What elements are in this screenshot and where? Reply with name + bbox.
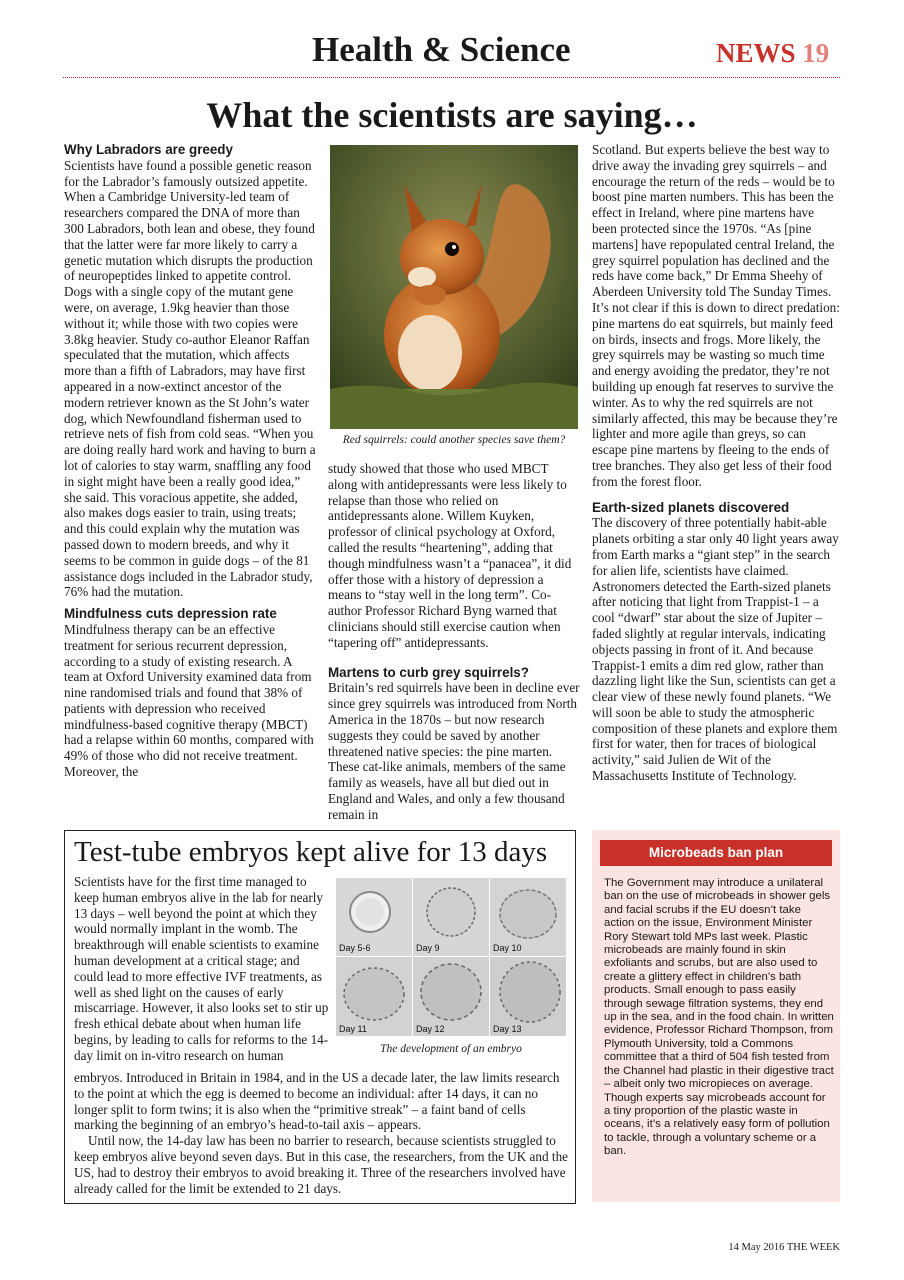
header-rule <box>63 77 840 78</box>
planets-body: The discovery of three potentially habit-able planets orbiting a star only 40 light years away from Earth marks a “giant step” in the search for alien life, scientists have claimed. Astronomers detected the Earth-sized planets after noticing that light from Trappist-1 – a cool “dwarf” star about the size of Jupiter – faded slightly at regular intervals, indicating objects passing in front of it. And because Trappist-1 emits a dim red glow, rather than dazzling light like the Sun, scientists can get a clear view of these newly found planets. “We will soon be able to study the atmospheric composition of these planets and explore them first for water, then for traces of biological activity,” said Julien de Wit of the Massachusetts Institute of Technology. <box>592 515 839 784</box>
day-label: Day 10 <box>493 943 522 953</box>
embryo-title: Test-tube embryos kept alive for 13 days <box>74 836 548 868</box>
news-label: NEWS <box>716 38 796 68</box>
page-headline: What the scientists are saying… <box>206 95 698 135</box>
embryo-para1-cont: embryos. Introduced in Britain in 1984, and in the US a decade later, the law limits research to the point at which the egg is deemed to become an individual: after 14 days, it can no longer split to form twins; it is also when the “primitive streak” – a faint band of cells marking the beginning of an embryo’s head-to-tail axis – appears. <box>74 1070 560 1133</box>
column-1 <box>64 142 316 780</box>
labradors-title: Why Labradors are greedy <box>64 142 233 157</box>
martens-title: Martens to curb grey squirrels? <box>328 664 529 680</box>
mindfulness-title: Mindfulness cuts depression rate <box>64 606 277 622</box>
page-number: 19 <box>802 38 830 68</box>
day-label: Day 5-6 <box>339 943 371 953</box>
news-page-label <box>716 38 829 69</box>
day-label: Day 11 <box>339 1024 367 1034</box>
microbeads-body: The Government may introduce a unilateral ban on the use of microbeads in shower gels and facial scrubs if the EU doesn’t take action on the issue, Environment Minister Rory Stewart told MPs last week. Plastic microbeads are mainly found in skin exfoliants and scrubs, but are also used to create a glittery effect in children’s bath products. Small enough to pass easily through sewage filtration systems, they end up in the sea, and in the food chain. In written evidence, Professor Richard Thompson, from Plymouth University, told a Commons committee that a third of 504 fish tested from the Channel had plastic in their digestive tract – albeit only two micropieces on average. Though experts say microbeads account for a tiny proportion of the plastic waste in oceans, it’s a relatively easy form of pollution to tackle, through a voluntary scheme or a ban. <box>604 877 834 1158</box>
embryo-para2: Until now, the 14-day law has been no barrier to research, because scientists struggled to keep embryos alive beyond seven days. But in this case, the researchers, from the UK and the US, had to destroy their embryos to avoid breaking it. Three of the researchers involved have already called for the limit be extended to 21 days. <box>74 1133 569 1196</box>
day-label: Day 13 <box>493 1024 522 1034</box>
day-label: Day 12 <box>416 1024 445 1034</box>
labradors-body: Scientists have found a possible genetic reason for the Labrador’s famously outsized appetite. When a Cambridge University-led team of researchers compared the DNA of more than 300 Labradors, both lean and obese, they found that the latter were far more likely to carry a genetic mutation which disrupts the production of neuropeptides linked to appetite control. Dogs with a single copy of the mutant gene were, on average, 1.9kg heavier than those without it; while those with two copies were 3.8kg heavier. Study co-author Eleanor Raffan speculated that the mutation, which affects more than a fifth of Labradors, may have first appeared in a now-extinct ancestor of the modern retriever known as the St John’s water dog, which Newfoundland fisherman used to retrieve nets of fish from cold seas. “When you are doing really hard work and having to burn a lot of calories to stay warm, snaffling any food in sight might have been a really good idea,” she said. This voracious appetite, she added, also makes dogs easier to train, using treats; and this could explain why the mutation was passed down to modern breeds, and why it seems to be common in guide dogs – of the 81 assistance dogs included in the Labrador study, 76% had the mutation. <box>64 157 316 600</box>
martens-body-b: Scotland. But experts believe the best way to drive away the invading grey squirrels – and encourage the return of the reds – would be to boost pine marten numbers. This has been the effect in Ireland, where pine martens have been protected since the 1970s. “As [pine martens] have repopulated central Ireland, the grey squirrel population has declined and the reds have come back,” Dr Emma Sheehy of Aberdeen University told The Sunday Times. It’s not clear if this is down to direct predation: pine martens do eat squirrels, but mainly feed on birds, insects and frogs. More likely, the grey squirrels may be wasting so much time and energy avoiding the predator, they’re not building up enough fat reserves to survive the winter. As to why the red squirrels are not similarly affected, this may be because they’re lighter and more agile than greys, so can escape pine martens by fleeing to the ends of tree branches. They also get less of their food from the forest floor. <box>592 142 840 489</box>
embryo-body-continued <box>74 1070 568 1196</box>
martens-body-a: Britain’s red squirrels have been in decline ever since grey squirrels was introduced from North America in the 1870s – but now research suggests they could be saved by another threatened native species: the pine marten. These cat-like animals, members of the same family as weasels, have all but died out in England and Wales, and only a few thousand remain in <box>328 680 580 822</box>
section-title: Health & Science <box>312 30 571 69</box>
planets-title: Earth-sized planets discovered <box>592 499 790 515</box>
squirrel-photo <box>330 145 578 429</box>
page-footer: 14 May 2016 THE WEEK <box>728 1242 840 1253</box>
squirrel-caption: Red squirrels: could another species save them? <box>342 434 566 446</box>
mindfulness-body-b: study showed that those who used MBCT along with antidepressants were less likely to relapse than those who relied on antidepressants alone. Willem Kuyken, professor of clinical psychology at Oxford, called the results “heartening”, adding that though mindfulness wasn’t a “panacea”, it did offer those with a history of depression a means to “stay well in the long term”. Co-author Professor Richard Byng warned that clinicians should still exercise caution when “tapering off” antidepressants. <box>328 461 572 650</box>
column-2 <box>328 461 580 823</box>
mindfulness-body-a: Mindfulness therapy can be an effective treatment for serious recurrent depression, according to a study of existing research. A team at Oxford University examined data from nine randomised trials and found that 38% of patients with depression who received mindfulness-based cognitive therapy (MBCT) had a relapse within 60 months, compared with 49% of those who did not receive treatment. Moreover, the <box>64 621 314 780</box>
embryo-caption: The development of an embryo <box>380 1043 522 1055</box>
microbeads-title: Microbeads ban plan <box>600 840 832 866</box>
day-label: Day 9 <box>416 943 440 953</box>
embryo-image-grid <box>336 878 566 1036</box>
embryo-para1: Scientists have for the first time managed to keep human embryos alive in the lab for nearly 13 days – well beyond the point at which they would normally implant in the womb. The breakthrough will enable scientists to examine human development at a critical stage; and could lead to more effective IVF treatments, as well as shed light on the causes of early miscarriage. However, it also looks set to stir up fresh ethical debate about when human life begins, by leading to calls for reforms to the 14-day limit on in-vitro research on human <box>74 874 329 1063</box>
column-3 <box>592 142 842 784</box>
